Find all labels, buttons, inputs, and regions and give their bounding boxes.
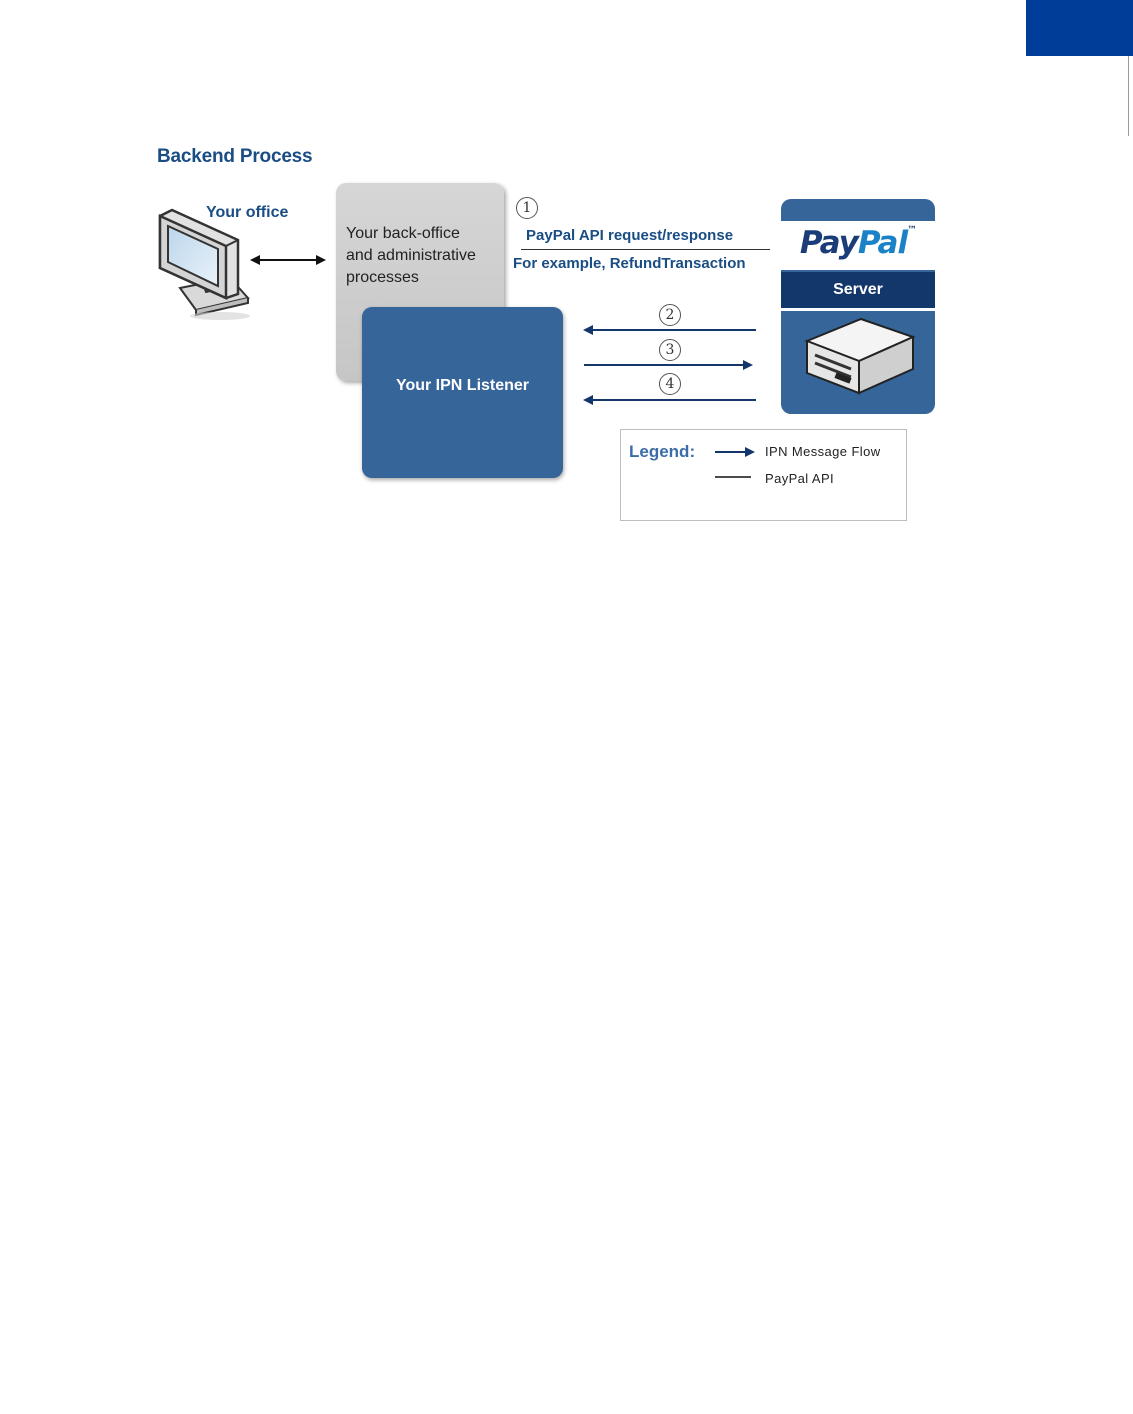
api-example-label: For example, RefundTransaction xyxy=(513,255,746,272)
step-1-badge: 1 xyxy=(516,197,538,219)
ipn-arrow-2-left xyxy=(583,325,756,335)
ipn-listener-label: Your IPN Listener xyxy=(395,377,530,394)
paypal-server-box xyxy=(781,199,935,414)
ipn-arrow-3-right xyxy=(584,360,753,370)
ipn-listener-box xyxy=(362,307,563,478)
legend-item-ipn: IPN Message Flow xyxy=(765,444,881,459)
paypal-logo-area xyxy=(781,221,935,270)
legend-item-api: PayPal API xyxy=(765,471,835,486)
backoffice-line: processes xyxy=(346,269,419,286)
legend-arrow-icon xyxy=(715,446,755,458)
backoffice-line: Your back-office xyxy=(346,225,460,242)
legend-line-icon xyxy=(715,474,755,480)
double-arrow-office xyxy=(250,251,326,269)
step-3-badge: 3 xyxy=(659,339,681,361)
backoffice-label xyxy=(346,223,506,289)
office-label: Your office xyxy=(206,204,289,221)
page-corner-tab xyxy=(1026,0,1133,56)
step-4-badge: 4 xyxy=(659,373,681,395)
server-label: Server xyxy=(781,272,935,308)
paypal-logo: PayPal™ xyxy=(799,225,917,261)
legend-box xyxy=(620,429,907,521)
ipn-arrow-4-left xyxy=(583,395,756,405)
paypal-api-line xyxy=(521,249,770,250)
server-icon xyxy=(799,311,919,401)
ipn-arrows xyxy=(580,318,760,410)
page-edge-line xyxy=(1128,56,1129,136)
backoffice-line: and administrative xyxy=(346,247,476,264)
legend-title: Legend: xyxy=(629,442,696,461)
diagram-title: Backend Process xyxy=(157,146,313,167)
step-2-badge: 2 xyxy=(659,304,681,326)
api-request-label: PayPal API request/response xyxy=(526,227,734,244)
